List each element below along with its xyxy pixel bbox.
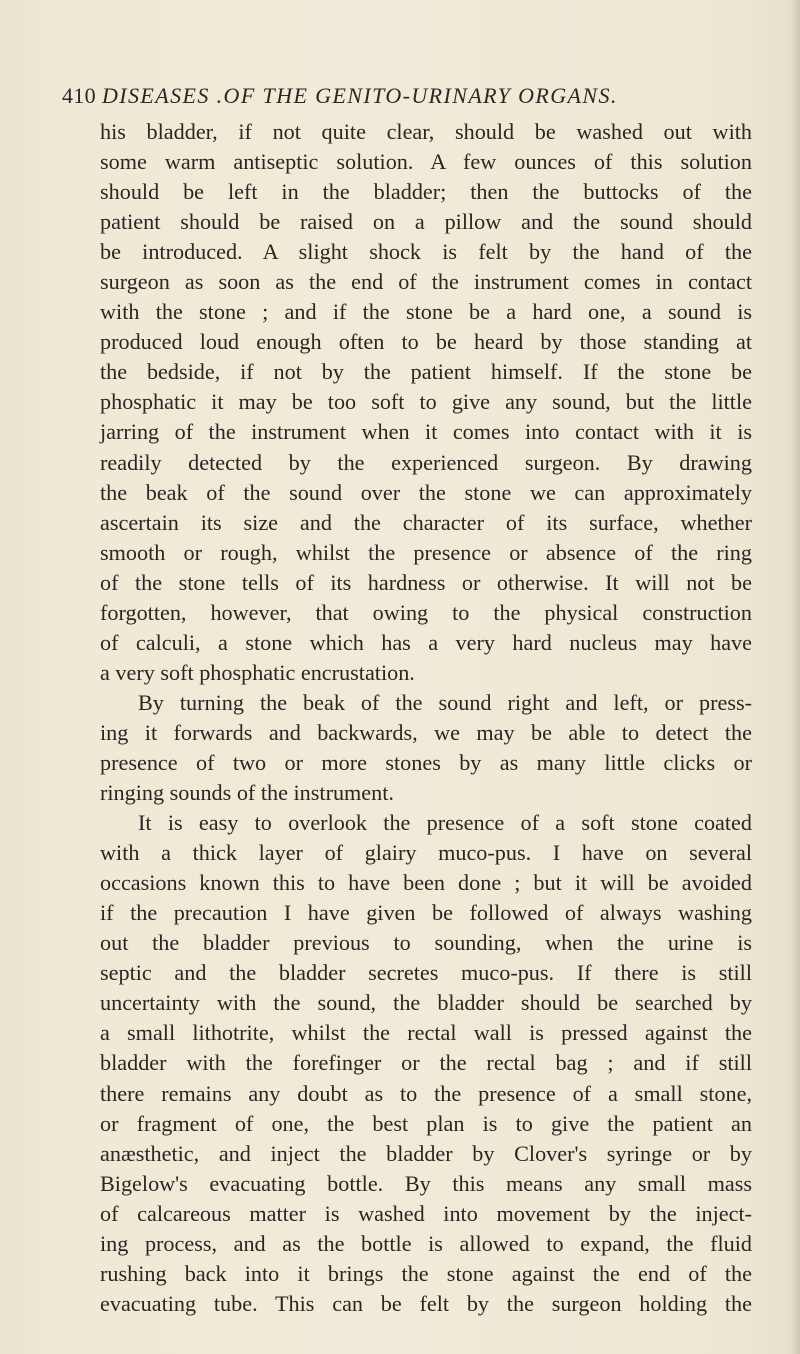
text-line: produced loud enough often to be heard by those standing at — [100, 329, 752, 355]
text-line: of the stone tells of its hardness or otherwise. It will not be — [100, 569, 752, 595]
text-line: of calcareous matter is washed into movement by the inject- — [100, 1200, 752, 1226]
text-line: ing process, and as the bottle is allowed to expand, the fluid — [100, 1230, 752, 1256]
text-line: if the precaution I have given be followed of always washing — [100, 900, 752, 926]
text-line: there remains any doubt as to the presence of a small stone, — [100, 1080, 752, 1106]
text-line: ing it forwards and backwards, we may be able to detect the — [100, 719, 752, 745]
text-line: uncertainty with the sound, the bladder should be searched by — [100, 990, 752, 1016]
text-line: smooth or rough, whilst the presence or absence of the ring — [100, 539, 752, 565]
text-line: a small lithotrite, whilst the rectal wall is pressed against the — [100, 1020, 752, 1046]
page-edge-shadow — [790, 0, 800, 1354]
text-line: the beak of the sound over the stone we can approximately — [100, 479, 752, 505]
text-line: or fragment of one, the best plan is to give the patient an — [100, 1110, 752, 1136]
running-head: DISEASES .OF THE GENITO-URINARY ORGANS. — [102, 83, 618, 108]
text-line: the bedside, if not by the patient himself. If the stone be — [100, 359, 752, 385]
text-line: patient should be raised on a pillow and the sound should — [100, 209, 752, 235]
text-line: occasions known this to have been done ; but it will be avoided — [100, 870, 752, 896]
text-line: with a thick layer of glairy muco-pus. I have on several — [100, 840, 752, 866]
text-line: out the bladder previous to sounding, when the urine is — [100, 930, 752, 956]
text-line: with the stone ; and if the stone be a hard one, a sound is — [100, 299, 752, 325]
text-line: jarring of the instrument when it comes into contact with it is — [100, 419, 752, 445]
text-line: By turning the beak of the sound right and left, or press- — [138, 689, 752, 715]
text-line: bladder with the forefinger or the rectal bag ; and if still — [100, 1050, 752, 1076]
page-number: 410 — [62, 83, 96, 108]
text-line: a very soft phosphatic encrustation. — [100, 659, 415, 685]
text-line: his bladder, if not quite clear, should be washed out with — [100, 119, 752, 144]
text-line: ringing sounds of the instrument. — [100, 780, 394, 806]
text-line: anæsthetic, and inject the bladder by Clover's syringe or by — [100, 1140, 752, 1166]
text-line: It is easy to overlook the presence of a soft stone coated — [138, 810, 752, 836]
text-line: evacuating tube. This can be felt by the surgeon holding the — [100, 1290, 752, 1316]
text-line: presence of two or more stones by as many little clicks or — [100, 749, 752, 775]
body-text — [100, 117, 752, 1319]
text-line: rushing back into it brings the stone against the end of the — [100, 1260, 752, 1286]
text-line: septic and the bladder secretes muco-pus. If there is still — [100, 960, 752, 986]
text-line: should be left in the bladder; then the buttocks of the — [100, 179, 752, 205]
text-line: surgeon as soon as the end of the instrument comes in contact — [100, 269, 752, 295]
text-line: phosphatic it may be too soft to give any sound, but the little — [100, 389, 752, 415]
page-header — [62, 80, 752, 112]
text-line: Bigelow's evacuating bottle. By this means any small mass — [100, 1170, 752, 1196]
text-line: ascertain its size and the character of its surface, whether — [100, 509, 752, 535]
text-line: readily detected by the experienced surgeon. By drawing — [100, 449, 752, 475]
text-line: forgotten, however, that owing to the physical construction — [100, 599, 752, 625]
text-line: of calculi, a stone which has a very hard nucleus may have — [100, 629, 752, 655]
text-line: be introduced. A slight shock is felt by the hand of the — [100, 239, 752, 265]
text-line: some warm antiseptic solution. A few ounces of this solution — [100, 149, 752, 175]
